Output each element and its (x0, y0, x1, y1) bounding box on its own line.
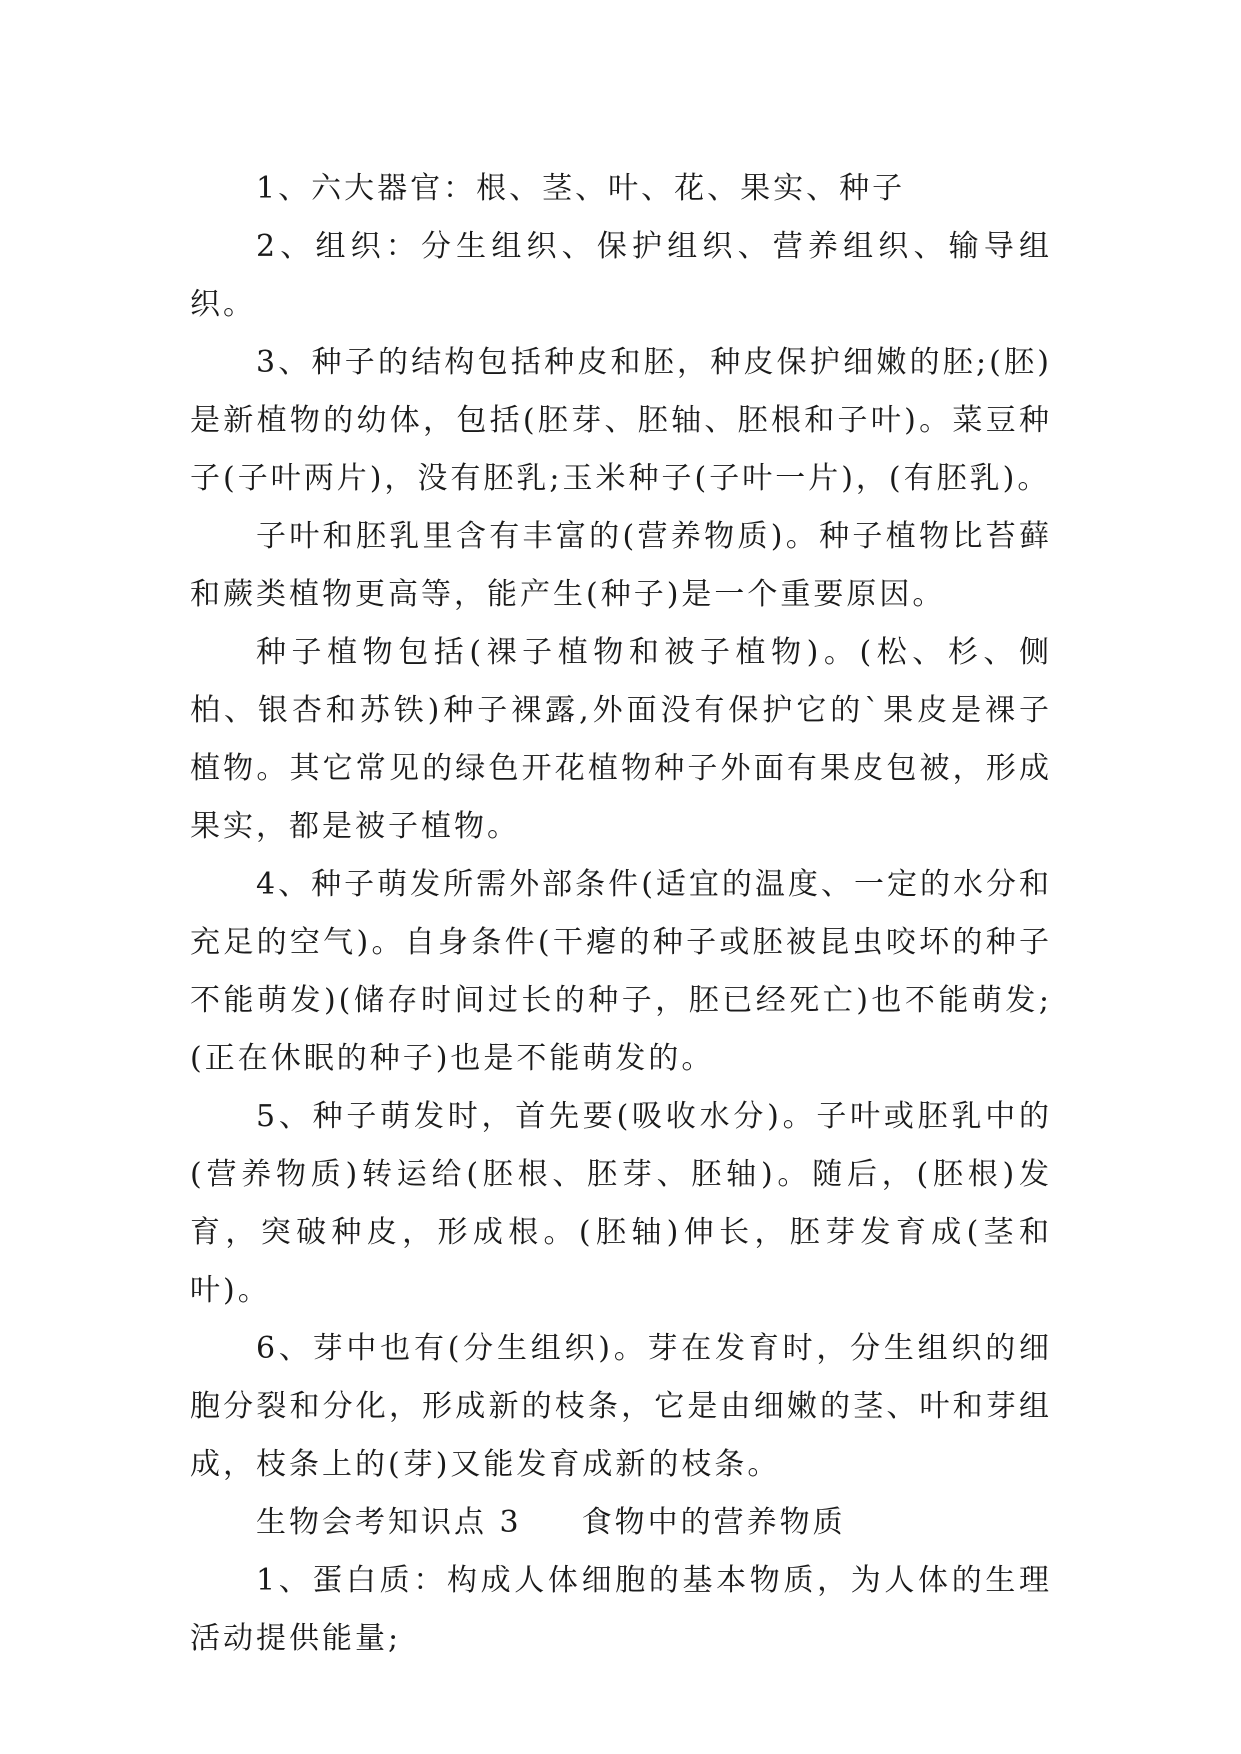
paragraph-organs: 1、六大器官：根、茎、叶、花、果实、种子 (256, 171, 906, 206)
paragraph-cotyledon-endosperm: 子叶和胚乳里含有丰富的(营养物质)。种子植物比苔藓和蕨类植物更高等，能产生(种子)是一个重要原因。 (190, 519, 1052, 612)
paragraph-seed-structure: 3、种子的结构包括种皮和胚，种皮保护细嫩的胚;(胚)是新植物的幼体，包括(胚芽、胚轴、胚根和子叶)。菜豆种子(子叶两片)，没有胚乳;玉米种子(子叶一片)，(有胚乳)。 (190, 345, 1052, 496)
document-body (190, 160, 1052, 1668)
paragraph-protein: 1、蛋白质：构成人体细胞的基本物质，为人体的生理活动提供能量; (190, 1563, 1052, 1656)
section-heading-label: 生物会考知识点 3 (256, 1505, 522, 1540)
paragraph-seed-plants: 种子植物包括(裸子植物和被子植物)。(松、杉、侧柏、银杏和苏铁)种子裸露,外面没有保护它的`果皮是裸子植物。其它常见的绿色开花植物种子外面有果皮包被，形成果实，都是被子植物。 (190, 635, 1052, 844)
paragraph-tissues: 2、组织：分生组织、保护组织、营养组织、输导组织。 (190, 229, 1052, 322)
section-heading-title: 食物中的营养物质 (581, 1505, 846, 1540)
paragraph-germination-process: 5、种子萌发时，首先要(吸收水分)。子叶或胚乳中的(营养物质)转运给(胚根、胚芽、胚轴)。随后，(胚根)发育，突破种皮，形成根。(胚轴)伸长，胚芽发育成(茎和叶)。 (190, 1099, 1052, 1308)
section-heading (190, 1494, 1052, 1552)
paragraph-germination-conditions: 4、种子萌发所需外部条件(适宜的温度、一定的水分和充足的空气)。自身条件(干瘪的种子或胚被昆虫咬坏的种子不能萌发)(储存时间过长的种子，胚已经死亡)也不能萌发;(正在休眠的种子)也是不能萌发的。 (190, 867, 1052, 1076)
paragraph-bud: 6、芽中也有(分生组织)。芽在发育时，分生组织的细胞分裂和分化，形成新的枝条，它是由细嫩的茎、叶和芽组成，枝条上的(芽)又能发育成新的枝条。 (190, 1331, 1052, 1482)
